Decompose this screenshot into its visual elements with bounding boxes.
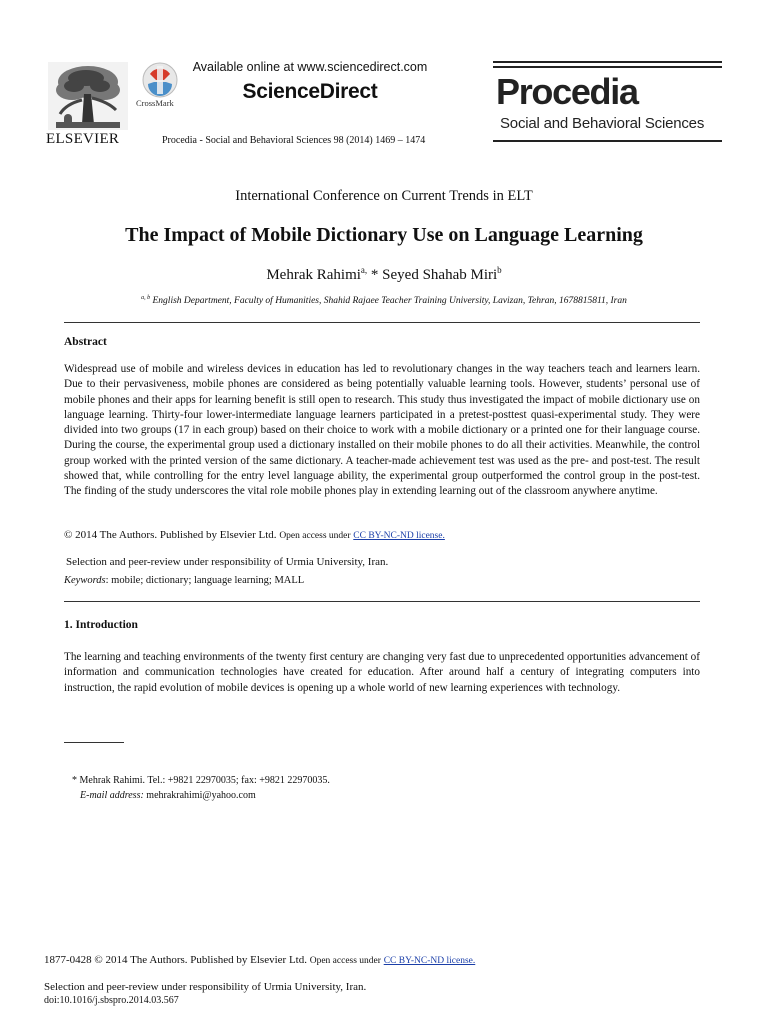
sciencedirect-logo[interactable]: ScienceDirect — [242, 80, 378, 103]
keywords-list: : mobile; dictionary; language learning; MALL — [105, 575, 305, 586]
publisher-name: ELSEVIER — [46, 131, 120, 147]
footer-peer-review: Selection and peer-review under responsibility of Urmia University, Iran. — [44, 981, 367, 993]
footer-issn-copyright: 1877-0428 © 2014 The Authors. Published by Elsevier Ltd. — [44, 954, 307, 966]
crossmark-label: CrossMark — [136, 98, 174, 108]
author-affiliation-mark: a, — [360, 265, 368, 275]
open-access-text: Open access under — [279, 531, 351, 541]
footer-license-link[interactable]: CC BY-NC-ND license. — [383, 956, 476, 966]
footer-open-access: Open access under — [309, 956, 381, 966]
journal-citation: Procedia - Social and Behavioral Sciences 98 (2014) 1469 – 1474 — [162, 135, 426, 146]
keywords — [64, 575, 304, 586]
conference-name: International Conference on Current Trends in ELT — [235, 188, 533, 204]
procedia-top-rule-2 — [493, 66, 722, 68]
procedia-title: Procedia — [496, 71, 638, 112]
affiliation — [0, 295, 768, 306]
author-list — [0, 265, 768, 284]
affiliation-mark: a, b — [141, 295, 151, 301]
abstract-top-rule — [64, 322, 700, 323]
footer-doi[interactable]: doi:10.1016/j.sbspro.2014.03.567 — [44, 995, 179, 1006]
footnote-rule — [64, 742, 124, 743]
introduction-text: The learning and teaching environments of the twenty first century are changing very fast due to unprecedented opportunities advancement of information and communication technologies have created for education. After around half a century of integrating computers into instruction, the rapid evolution of mobile devices is opening up a whole world of new learning experiences with technology. — [64, 651, 700, 694]
abstract-heading: Abstract — [64, 336, 107, 348]
author-affiliation-mark: b — [497, 265, 502, 275]
paper-title: The Impact of Mobile Dictionary Use on Language Learning — [125, 224, 643, 246]
keywords-label: Keywords — [64, 575, 106, 586]
abstract-copyright — [64, 529, 445, 541]
license-link[interactable]: CC BY-NC-ND license. — [353, 531, 445, 541]
procedia-subtitle: Social and Behavioral Sciences — [500, 115, 705, 132]
author-name: Mehrak Rahimi — [266, 267, 361, 283]
footnote-email — [80, 790, 256, 801]
affiliation-text: English Department, Faculty of Humanities, Shahid Rajaee Teacher Training University, Lavizan, Tehran, 1678815811, Iran — [152, 296, 627, 307]
available-online-text[interactable]: Available online at www.sciencedirect.com — [192, 60, 428, 74]
abstract-text: Widespread use of mobile and wireless devices in education has led to revolutionary changes in the way teachers teach and learners learn. Due to their pervasiveness, mobile phones are considered as being potentially valuable learning tools. However, students’ personal use of mobile phones and their apps for learning benefit is still open to research. This study thus investigated the impact of mobile dictionary use on language learning. Thirty-four lower-intermediate language learners participated in a pretest-posttest quasi-experimental study. They were divided into two groups (17 in each group) based on their choice to work with a mobile dictionary or a printed one for their language course. During the course, the experimental group used a dictionary installed on their mobile phones to do all their activities. Meanwhile, the control group worked with the printed version of the same dictionary. A teacher-made achievement test was used as the pre- and post-test. The result showed that, while controlling for the entry level language ability, the experimental group outperformed the control group in the post-test. The finding of the study underscores the vital role mobile phones play in extending learning out of the classroom anywhere anytime. — [64, 363, 700, 498]
introduction-heading: 1. Introduction — [64, 619, 138, 631]
email-address[interactable]: mehrakrahimi@yahoo.com — [143, 790, 256, 801]
copyright-text: © 2014 The Authors. Published by Elsevier Ltd. — [64, 529, 277, 541]
peer-review-note: Selection and peer-review under responsibility of Urmia University, Iran. — [66, 556, 389, 568]
footnote-contact: * Mehrak Rahimi. Tel.: +9821 22970035; fax: +9821 22970035. — [72, 775, 330, 786]
procedia-bottom-rule — [493, 140, 722, 142]
email-label: E-mail address: — [80, 790, 144, 801]
author-name: Seyed Shahab Miri — [382, 267, 498, 283]
procedia-top-rule — [493, 61, 722, 63]
abstract-bottom-rule — [64, 601, 700, 602]
footer-copyright — [44, 954, 475, 966]
corresponding-marker: * — [367, 267, 383, 283]
